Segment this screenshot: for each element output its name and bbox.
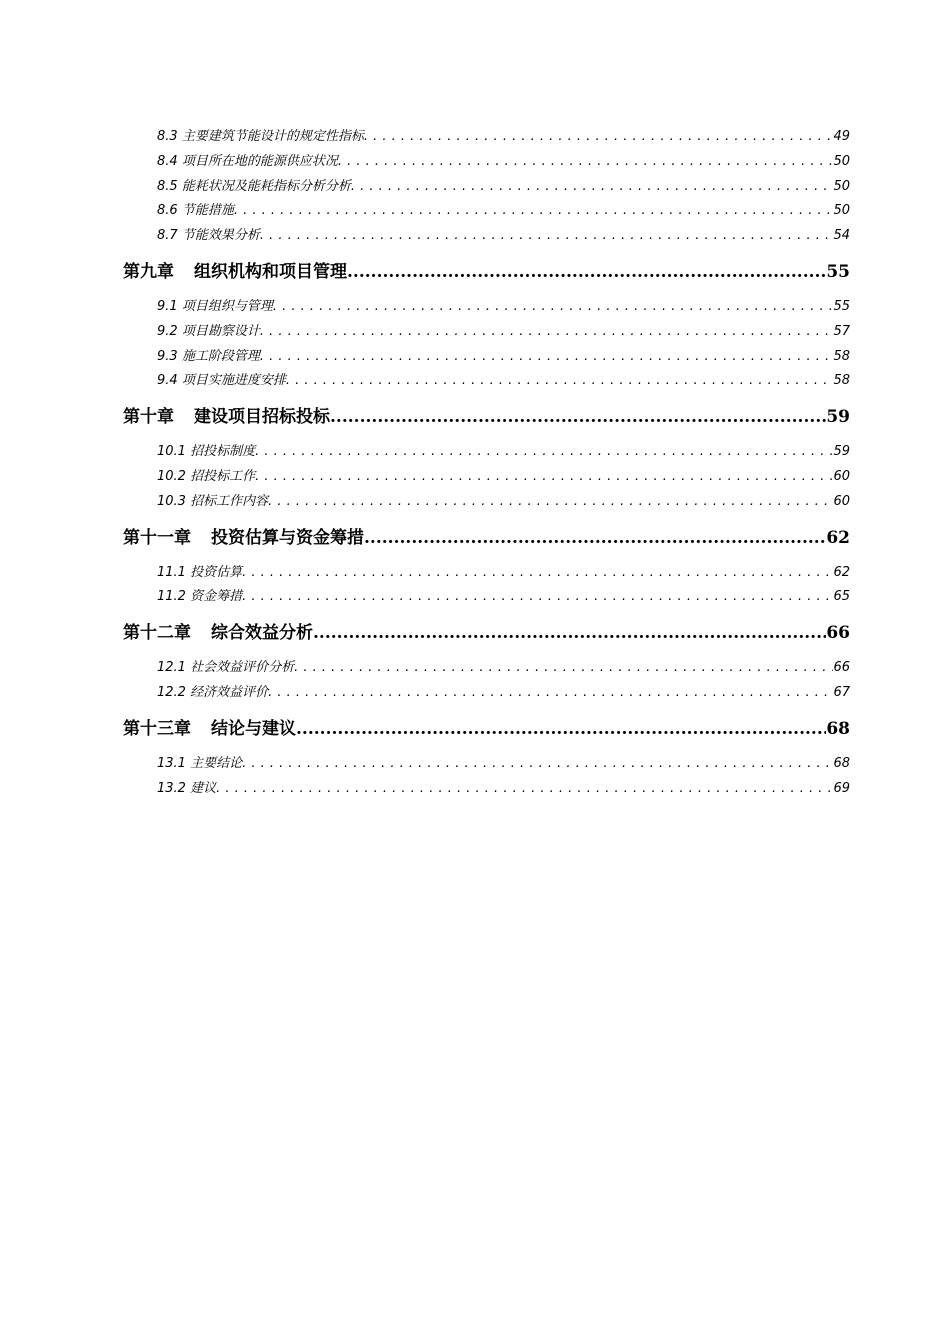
toc-entry-text: 建议 bbox=[190, 780, 217, 796]
toc-entry-number: 第十二章 bbox=[123, 623, 191, 644]
dot-leader bbox=[268, 494, 833, 509]
toc-entry-number: 8.7 bbox=[157, 228, 178, 244]
dot-leader bbox=[347, 262, 826, 282]
toc-entry-title bbox=[157, 465, 255, 484]
dot-leader bbox=[255, 444, 833, 459]
toc-entry-number: 第十三章 bbox=[123, 718, 191, 739]
toc-entry-title bbox=[157, 656, 294, 675]
dot-leader bbox=[255, 469, 833, 484]
toc-entry-text: 施工阶段管理 bbox=[181, 348, 260, 364]
toc-entry-text: 资金筹措 bbox=[190, 589, 243, 605]
toc-chapter-entry[interactable] bbox=[123, 394, 850, 438]
toc-page-number: 60 bbox=[833, 493, 850, 509]
toc-entry-text: 节能效果分析 bbox=[181, 228, 260, 244]
toc-section-entry[interactable] bbox=[123, 199, 850, 224]
toc-entry-number: 9.4 bbox=[157, 373, 178, 389]
toc-section-entry[interactable] bbox=[123, 656, 850, 681]
toc-entry-number: 12.1 bbox=[157, 660, 186, 676]
toc-entry-text: 社会效益评价分析 bbox=[190, 660, 295, 676]
toc-entry-title bbox=[157, 345, 260, 364]
toc-entry-title bbox=[157, 752, 242, 771]
dot-leader bbox=[313, 623, 826, 643]
toc-page-number: 59 bbox=[833, 444, 850, 460]
toc-page-number: 59 bbox=[826, 407, 850, 428]
dot-leader bbox=[242, 589, 833, 604]
dot-leader bbox=[296, 719, 826, 739]
toc-section-entry[interactable] bbox=[123, 150, 850, 175]
toc-page-number: 68 bbox=[826, 718, 850, 739]
toc-entry-title bbox=[157, 199, 234, 218]
toc-entry-number: 第十章 bbox=[123, 407, 174, 428]
toc-entry-number: 11.2 bbox=[157, 589, 186, 605]
toc-chapter-entry[interactable] bbox=[123, 515, 850, 559]
toc-entry-text: 投资估算与资金筹措 bbox=[211, 527, 364, 548]
toc-section-entry[interactable] bbox=[123, 175, 850, 200]
toc-entry-title bbox=[157, 125, 364, 144]
toc-section-entry[interactable] bbox=[123, 224, 850, 249]
toc-entry-title bbox=[123, 402, 330, 427]
toc-entry-number: 13.1 bbox=[157, 755, 186, 771]
toc-entry-number: 8.6 bbox=[157, 203, 178, 219]
toc-entry-text: 能耗状况及能耗指标分析分析 bbox=[181, 178, 351, 194]
dot-leader bbox=[260, 228, 834, 243]
toc-entry-title bbox=[157, 295, 273, 314]
toc-section-entry[interactable] bbox=[123, 752, 850, 777]
dot-leader bbox=[260, 324, 834, 339]
toc-entry-title bbox=[157, 150, 338, 169]
toc-entry-title bbox=[157, 490, 268, 509]
toc-chapter-entry[interactable] bbox=[123, 610, 850, 654]
dot-leader bbox=[294, 660, 833, 675]
toc-section-entry[interactable] bbox=[123, 369, 850, 394]
toc-entry-number: 9.2 bbox=[157, 323, 178, 339]
toc-page-number: 68 bbox=[833, 755, 850, 771]
toc-section-entry[interactable] bbox=[123, 585, 850, 610]
toc-entry-number: 8.3 bbox=[157, 129, 178, 144]
toc-entry-title bbox=[157, 369, 286, 388]
toc-section-entry[interactable] bbox=[123, 320, 850, 345]
toc-entry-text: 项目所在地的能源供应状况 bbox=[181, 153, 338, 169]
toc-section-entry[interactable] bbox=[123, 465, 850, 490]
toc-entry-title bbox=[123, 618, 313, 643]
toc-entry-number: 11.1 bbox=[157, 564, 186, 580]
toc-entry-title bbox=[157, 681, 268, 700]
toc-entry-text: 主要结论 bbox=[190, 755, 243, 771]
toc-page-number: 66 bbox=[826, 623, 850, 644]
toc-entry-number: 10.1 bbox=[157, 444, 186, 460]
toc-entry-title bbox=[157, 440, 255, 459]
dot-leader bbox=[260, 349, 834, 364]
dot-leader bbox=[364, 129, 834, 144]
toc-page-number: 62 bbox=[833, 564, 850, 580]
toc-entry-text: 招投标制度 bbox=[190, 444, 256, 460]
toc-entry-text: 项目组织与管理 bbox=[181, 298, 273, 314]
dot-leader bbox=[234, 203, 834, 218]
toc-entry-number: 12.2 bbox=[157, 684, 186, 700]
toc-entry-number: 第十一章 bbox=[123, 527, 191, 548]
toc-entry-title bbox=[157, 561, 242, 580]
toc-section-entry[interactable] bbox=[123, 440, 850, 465]
toc-section-entry[interactable] bbox=[123, 345, 850, 370]
toc-entry-text: 组织机构和项目管理 bbox=[194, 261, 347, 282]
dot-leader bbox=[268, 685, 833, 700]
toc-page-number: 60 bbox=[833, 468, 850, 484]
toc-page-number: 55 bbox=[833, 298, 850, 314]
toc-entry-title bbox=[157, 777, 216, 796]
toc-page-number: 67 bbox=[833, 684, 850, 700]
dot-leader bbox=[273, 299, 834, 314]
toc-chapter-entry[interactable] bbox=[123, 706, 850, 750]
toc-page-number: 50 bbox=[833, 153, 850, 169]
toc-entry-title bbox=[157, 175, 351, 194]
toc-entry-number: 10.2 bbox=[157, 468, 186, 484]
toc-page-number: 58 bbox=[833, 373, 850, 389]
toc-entry-text: 项目勘察设计 bbox=[181, 323, 260, 339]
dot-leader bbox=[364, 528, 826, 548]
toc-entry-text: 招投标工作 bbox=[190, 468, 256, 484]
dot-leader bbox=[242, 756, 833, 771]
toc-entry-title bbox=[157, 224, 260, 243]
toc-entry-title bbox=[123, 714, 296, 739]
toc-page-number: 54 bbox=[833, 228, 850, 244]
table-of-contents bbox=[123, 125, 850, 801]
toc-page-number: 50 bbox=[833, 178, 850, 194]
toc-page-number: 49 bbox=[833, 129, 850, 144]
toc-entry-title bbox=[123, 523, 364, 548]
toc-section-entry[interactable] bbox=[123, 777, 850, 802]
toc-entry-text: 结论与建议 bbox=[211, 718, 296, 739]
toc-page-number: 58 bbox=[833, 348, 850, 364]
dot-leader bbox=[216, 781, 833, 796]
toc-section-entry[interactable] bbox=[123, 295, 850, 320]
toc-page-number: 62 bbox=[826, 527, 850, 548]
toc-entry-text: 综合效益分析 bbox=[211, 623, 313, 644]
toc-entry-title bbox=[123, 257, 347, 282]
dot-leader bbox=[242, 565, 833, 580]
dot-leader bbox=[286, 373, 834, 388]
toc-section-entry[interactable] bbox=[123, 561, 850, 586]
toc-page-number: 57 bbox=[833, 323, 850, 339]
toc-entry-text: 主要建筑节能设计的规定性指标 bbox=[181, 129, 364, 144]
toc-page-number: 55 bbox=[826, 261, 850, 282]
dot-leader bbox=[330, 407, 826, 427]
toc-entry-text: 招标工作内容 bbox=[190, 493, 269, 509]
toc-section-entry[interactable] bbox=[123, 490, 850, 515]
toc-entry-text: 节能措施 bbox=[181, 203, 234, 219]
toc-page-number: 69 bbox=[833, 780, 850, 796]
toc-entry-text: 投资估算 bbox=[190, 564, 243, 580]
toc-entry-number: 9.3 bbox=[157, 348, 178, 364]
toc-section-entry[interactable] bbox=[123, 125, 850, 150]
toc-entry-text: 项目实施进度安排 bbox=[181, 373, 286, 389]
toc-entry-text: 经济效益评价 bbox=[190, 684, 269, 700]
toc-section-entry[interactable] bbox=[123, 681, 850, 706]
toc-entry-number: 8.5 bbox=[157, 178, 178, 194]
toc-page-number: 66 bbox=[833, 660, 850, 676]
dot-leader bbox=[351, 179, 834, 194]
toc-page-number: 50 bbox=[833, 203, 850, 219]
toc-page-number: 65 bbox=[833, 589, 850, 605]
toc-entry-number: 8.4 bbox=[157, 153, 178, 169]
dot-leader bbox=[338, 154, 834, 169]
toc-entry-number: 13.2 bbox=[157, 780, 186, 796]
toc-entry-title bbox=[157, 585, 242, 604]
toc-entry-text: 建设项目招标投标 bbox=[194, 407, 330, 428]
toc-entry-number: 9.1 bbox=[157, 298, 178, 314]
toc-entry-number: 10.3 bbox=[157, 493, 186, 509]
toc-chapter-entry[interactable] bbox=[123, 249, 850, 293]
toc-entry-title bbox=[157, 320, 260, 339]
toc-entry-number: 第九章 bbox=[123, 261, 174, 282]
